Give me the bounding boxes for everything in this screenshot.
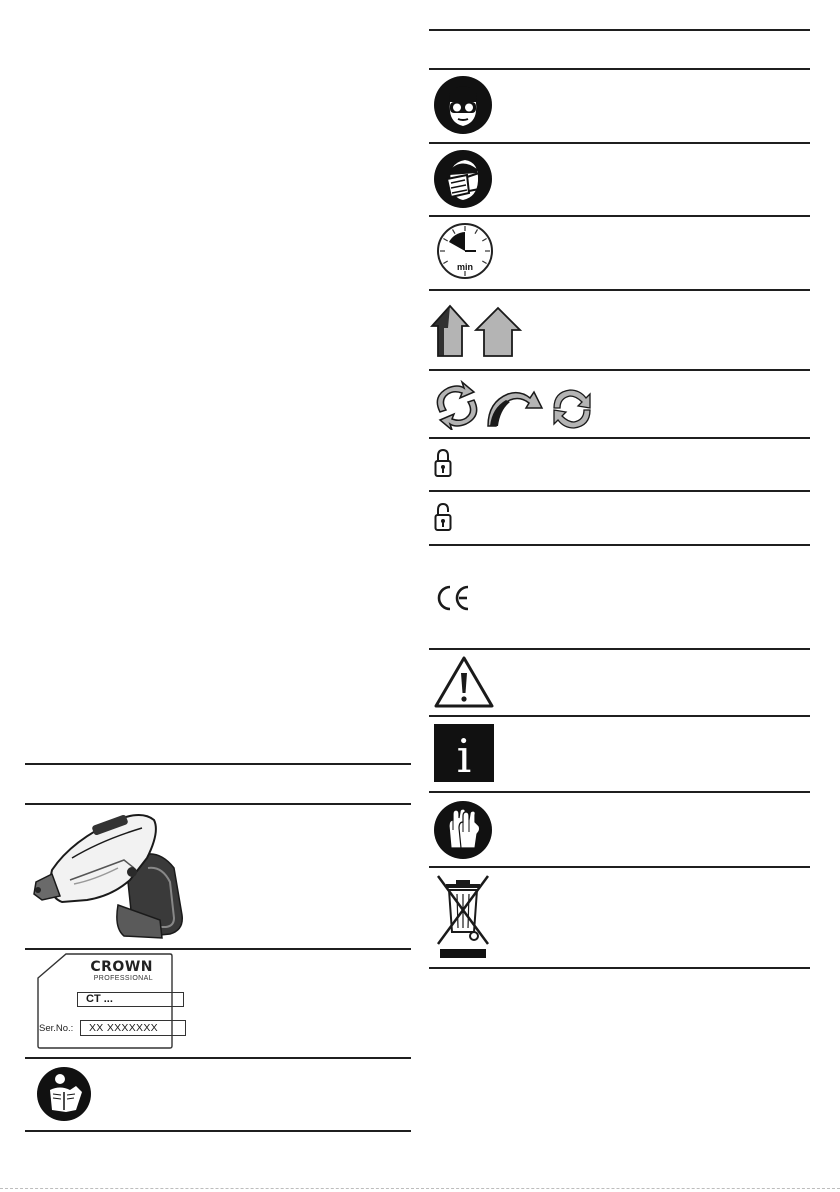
ce-mark-icon — [434, 583, 474, 613]
protective-gloves-icon — [433, 800, 493, 860]
rating-plate-model: CT ... — [77, 992, 184, 1007]
right-row-rule-3 — [429, 289, 810, 291]
rating-plate-serial-key: Ser.No.: — [39, 1023, 74, 1034]
left-row-rule-1 — [25, 948, 411, 950]
left-row-rule-2 — [25, 1057, 411, 1059]
weee-crossed-bin-icon — [434, 872, 492, 960]
right-row-rule-8 — [429, 648, 810, 650]
right-row-rule-1 — [429, 142, 810, 144]
right-row-rule-6 — [429, 490, 810, 492]
locked-padlock-icon — [434, 448, 452, 478]
right-row-rule-2 — [429, 215, 810, 217]
right-row-rule-9 — [429, 715, 810, 717]
left-table-header-rule — [25, 803, 411, 805]
cordless-screwdriver-illustration — [32, 810, 187, 945]
right-row-rule-10 — [429, 791, 810, 793]
left-table-top-rule — [25, 763, 411, 765]
time-minutes-icon — [436, 222, 494, 280]
right-row-rule-5 — [429, 437, 810, 439]
dust-mask-icon — [433, 149, 493, 209]
right-row-rule-7 — [429, 544, 810, 546]
page-bottom-dashed-rule — [0, 1188, 840, 1189]
right-table-header-rule — [429, 68, 810, 70]
rating-plate — [36, 952, 161, 1044]
right-table-top-rule — [429, 29, 810, 31]
right-row-rule-4 — [429, 369, 810, 371]
direction-arrows-icon — [430, 302, 526, 360]
right-table-bottom-rule — [429, 967, 810, 969]
left-table-bottom-rule — [25, 1130, 411, 1132]
information-icon — [434, 724, 494, 782]
eye-protection-icon — [433, 75, 493, 135]
unlocked-padlock-icon — [434, 502, 452, 532]
time-minutes-text: min — [456, 262, 474, 272]
right-row-rule-11 — [429, 866, 810, 868]
read-manual-icon — [36, 1066, 92, 1122]
rating-plate-serial-value: XX XXXXXXX — [80, 1020, 186, 1036]
warning-triangle-icon — [433, 655, 495, 709]
information-letter: i — [456, 729, 472, 782]
rating-plate-brand: CROWN — [90, 959, 153, 975]
rotation-arrows-icon — [430, 380, 594, 430]
rating-plate-brand-sub: PROFESSIONAL — [93, 975, 153, 982]
